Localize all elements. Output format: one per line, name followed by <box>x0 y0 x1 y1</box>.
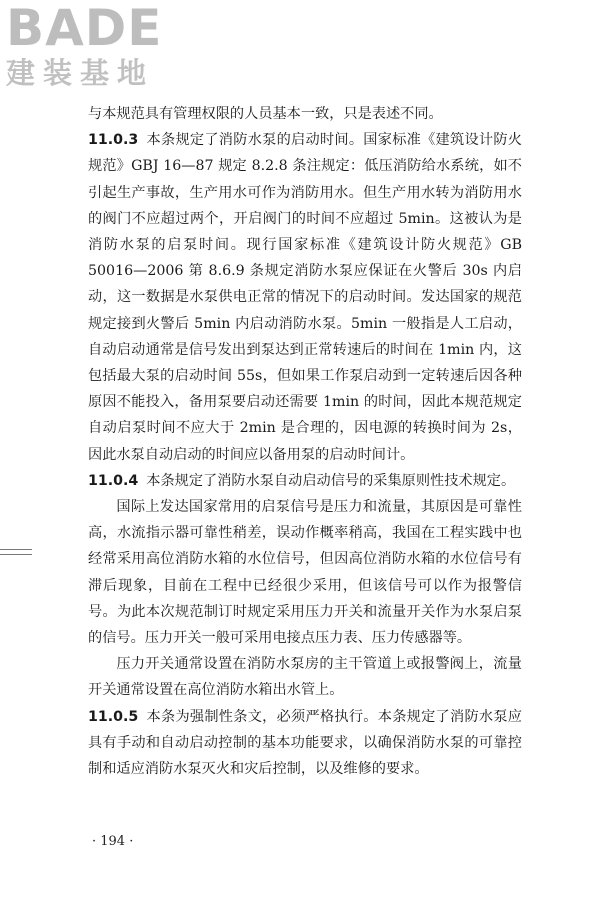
clause-number: 11.0.4 <box>88 472 139 489</box>
paragraph-switch-placement <box>88 651 522 703</box>
paragraph-text: 国际上发达国家常用的启泵信号是压力和流量，其原因是可靠性高，水流指示器可靠性稍差，误动作概率稍高，我国在工程实践中也经常采用高位消防水箱的水位信号，但因高位消防水箱的水位信号有滞后现象，目前在工程中已经很少采用，但该信号可以作为报警信号。为此本次规范制订时规定采用压力开关和流量开关作为水泵启泵的信号。压力开关一般可采用电接点压力表、压力传感器等。 <box>88 499 522 647</box>
watermark-logo-mark: BADE <box>6 0 163 57</box>
paragraph-continuation <box>88 101 522 127</box>
margin-mark <box>0 549 32 555</box>
paragraph-text: 压力开关通常设置在消防水泵房的主干管道上或报警阀上，流量开关通常设置在高位消防水箱出水管上。 <box>88 656 522 699</box>
clause-11-0-3 <box>88 127 522 468</box>
paragraph-text: 与本规范具有管理权限的人员基本一致，只是表述不同。 <box>88 106 443 122</box>
clause-11-0-5 <box>88 704 522 783</box>
clause-number: 11.0.5 <box>88 708 139 725</box>
watermark-logo-subtext: 建装基地 <box>6 56 155 90</box>
clause-number: 11.0.3 <box>88 132 139 149</box>
paragraph-text: 本条规定了消防水泵的启动时间。国家标准《建筑设计防火规范》GBJ 16—87 规定 8.2.8 条注规定：低压消防给水系统，如不引起生产事故，生产用水可作为消防用水。但生产用水转为消防用水的阀门不应超过两个，开启阀门的时间不应超过 5min。这被认为是消防水泵的启泵时间。现行国家标准《建筑设计防火规范》GB 50016—2006 第 8.6.9 条规定消防水泵应保证在火警后 30s 内启动，这一数据是水泵供电正常的情况下的启动时间。发达国家的规范规定接到火警后 5min 内启动消防水泵。5min 一般指是人工启动，自动启动通常是信号发出到泵达到正常转速后的时间在 1min 内，这包括最大泵的启动时间 55s，但如果工作泵启动到一定转速后因各种原因不能投入，备用泵要启动还需要 1min 的时间，因此本规范规定自动启泵时间不应大于 2min 是合理的，因电源的转换时间为 2s，因此水泵自动启动的时间应以备用泵的启动时间计。 <box>88 132 522 463</box>
page-body <box>88 101 522 782</box>
paragraph-start-signals <box>88 494 522 651</box>
page-number: · 194 · <box>92 834 134 849</box>
paragraph-text: 本条为强制性条文，必须严格执行。本条规定了消防水泵应具有手动和自动启动控制的基本功能要求，以确保消防水泵的可靠控制和适应消防水泵灭火和灾后控制，以及维修的要求。 <box>88 708 522 778</box>
clause-11-0-4 <box>88 468 522 494</box>
paragraph-text: 本条规定了消防水泵自动启动信号的采集原则性技术规定。 <box>146 472 516 489</box>
watermark-logo <box>6 2 181 97</box>
